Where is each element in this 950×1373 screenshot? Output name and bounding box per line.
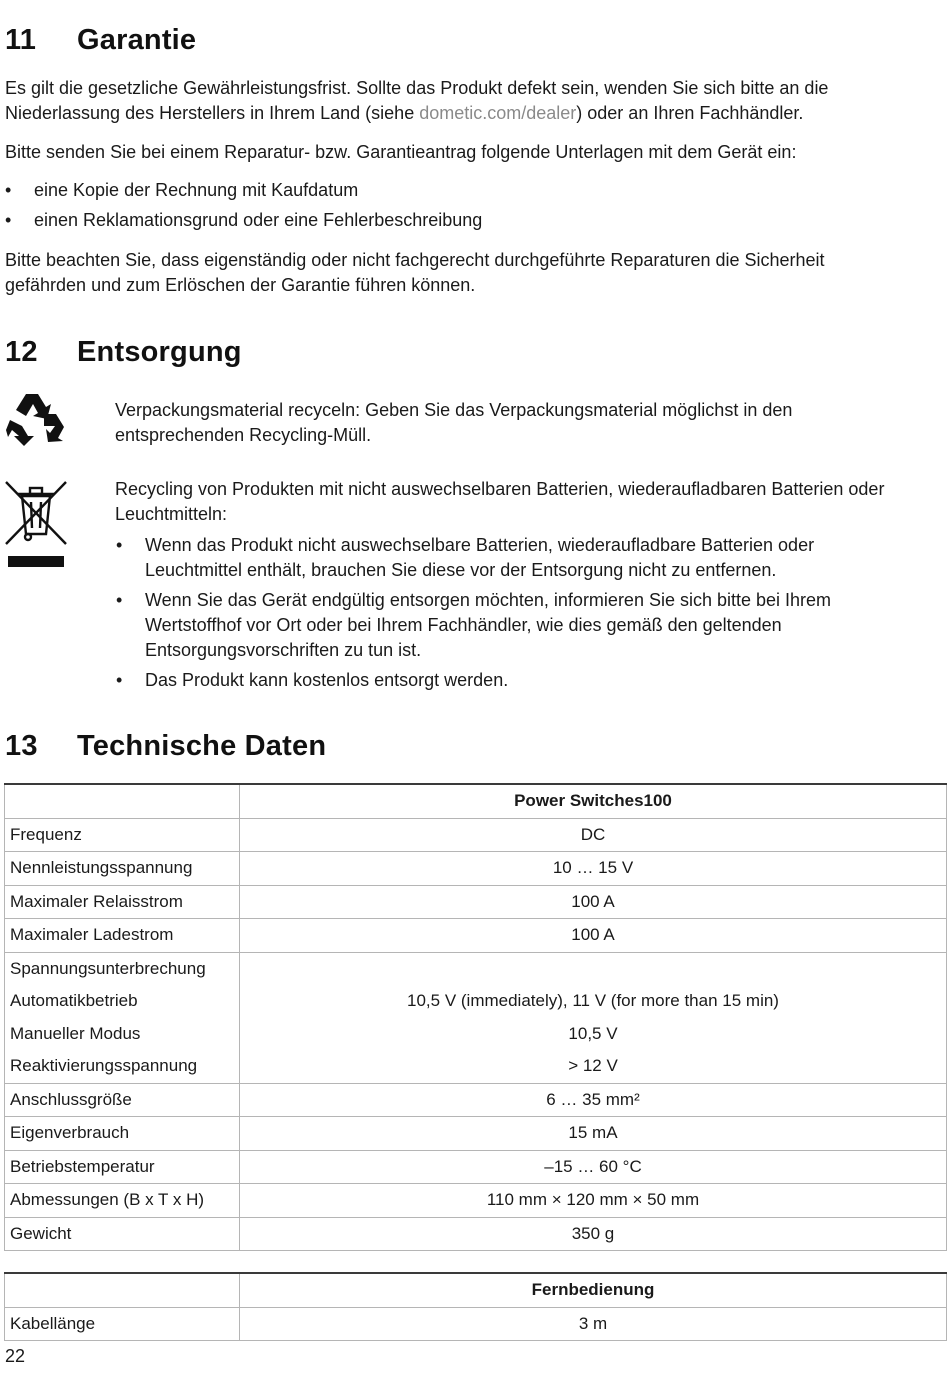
recycle-packaging-text: Verpackungsmaterial recyceln: Geben Sie das Verpackungsmaterial möglichst in den entsprechenden Recycling-Müll. — [115, 400, 793, 445]
dealer-link[interactable]: dometic.com/dealer — [419, 103, 577, 123]
recycling-icon — [4, 390, 68, 450]
table-header: Power Switches100 — [240, 784, 947, 818]
page-number: 22 — [5, 1346, 26, 1366]
section-number: 11 — [5, 24, 37, 56]
table-row: Gewicht 350 g — [5, 1217, 947, 1251]
crossed-bin-icon — [4, 478, 68, 570]
documents-paragraph: Bitte senden Sie bei einem Reparatur- bzw. Garantieantrag folgende Unterlagen mit dem Gerät ein: — [5, 142, 797, 162]
table-header-empty — [5, 784, 240, 818]
technical-data-table — [4, 783, 947, 1251]
warranty-text-a: Es gilt die gesetzliche Gewährleistungsfrist. Sollte das Produkt defekt sein, wenden Sie sich bitte an die Niederlassung des Herstellers in Ihrem Land (siehe — [5, 78, 829, 123]
table-row: Maximaler Ladestrom 100 A — [5, 919, 947, 953]
table-row: Spannungsunterbrechung — [5, 952, 947, 985]
repair-warning-paragraph: Bitte beachten Sie, dass eigenständig oder nicht fachgerecht durchgeführte Reparaturen die Sicherheit gefährden und zum Erlöschen der Garantie führen können. — [5, 250, 825, 295]
table-row: Betriebstemperatur –15 … 60 °C — [5, 1150, 947, 1184]
section-12-heading — [5, 336, 242, 369]
table-row: Kabellänge 3 m — [5, 1307, 947, 1341]
warranty-paragraph — [5, 76, 885, 126]
table-row: Reaktivierungsspannung > 12 V — [5, 1050, 947, 1083]
table-row: Maximaler Relaisstrom 100 A — [5, 885, 947, 919]
table-row: Abmessungen (B x T x H) 110 mm × 120 mm × 50 mm — [5, 1184, 947, 1218]
section-11-heading — [5, 24, 196, 57]
table-row: Nennleistungsspannung 10 … 15 V — [5, 852, 947, 886]
document-page: 11 Garantie Es gilt die gesetzliche Gewährleistungsfrist. Sollte das Produkt defekt sein, wenden Sie sich bitte an die Niederlassung des Herstellers in Ihrem Land (siehe dometic.com/dealer) oder an Ihren Fachhändler. Bitte senden Sie bei einem Reparatur- bzw. Garantieantrag folgende Unterlagen mit dem Gerät ein: • eine Kopie der Rechnung mit Kaufdatum • einen Reklamationsgrund oder eine Fehlerbeschreibung Bitte beachten Sie, dass eigenständig oder nicht fachgerecht durchgeführte Reparaturen die Sicherheit gefährden und zum Erlöschen der Garantie führen können. 12 Entsorgung Verpackungsmaterial recyceln: Geben Sie das Verpackungsmaterial möglichst in den entsprechenden Recycling-Müll. Recycling von Produkten mit nicht auswechselbaren Batterien, wiederaufladbaren Batterien oder Leuchtmitteln: • Wenn das Produkt nicht auswechselbare Batterien, wiederaufladbare Batterien oder Leuchtmittel enthält, brauchen Sie diese vor der Entsorgung nicht zu entfernen. • Wenn Sie das Gerät endgültig entsorgen möchten, informieren Sie sich bitte bei Ihrem Wertstoffhof vor Ort oder bei Ihrem Fachhändler, wie dies gemäß den geltenden Entsorgungsvorschriften zu tun ist. • Das Produkt kann kostenlos entsorgt werden. 13 Technische Daten Power Switches100 Frequenz DC Nennleistungsspannung 10 … 15 V Maximaler Relaisstrom 100 A Maximaler Ladestrom 100 A Spannungsunterbrechung Automatikbetrieb 10,5 V (immediately), 11 V (for more than 15 min) Manueller Modus 10,5 V Reaktivierungsspannung > 12 V Anschlussgröße 6 … 35 mm² Eigenverbrauch 15 mA Betriebstemperatur –15 … 60 °C Abmessungen (B x T x H) 110 mm × 120 mm × 50 mm Gewicht 350 g Fernbedienung Kabellänge 3 m 22 — [0, 0, 950, 1373]
section-13-heading — [5, 730, 326, 763]
table-header-empty — [5, 1273, 240, 1307]
section-title: Technische Daten — [77, 730, 327, 762]
section-title: Entsorgung — [77, 336, 242, 368]
section-number: 12 — [5, 336, 38, 368]
warranty-text-b: ) oder an Ihren Fachhändler. — [576, 103, 804, 123]
section-title: Garantie — [77, 24, 197, 56]
table-row: Automatikbetrieb 10,5 V (immediately), 11 V (for more than 15 min) — [5, 985, 947, 1018]
table-row: Frequenz DC — [5, 818, 947, 852]
table-row: Anschlussgröße 6 … 35 mm² — [5, 1083, 947, 1117]
table-row: Manueller Modus 10,5 V — [5, 1018, 947, 1051]
section-number: 13 — [5, 730, 38, 762]
table-row: Eigenverbrauch 15 mA — [5, 1117, 947, 1151]
table-header: Fernbedienung — [240, 1273, 947, 1307]
weee-intro-text: Recycling von Produkten mit nicht auswechselbaren Batterien, wiederaufladbaren Batterien oder Leuchtmitteln: — [115, 479, 885, 524]
remote-control-table — [4, 1272, 947, 1341]
